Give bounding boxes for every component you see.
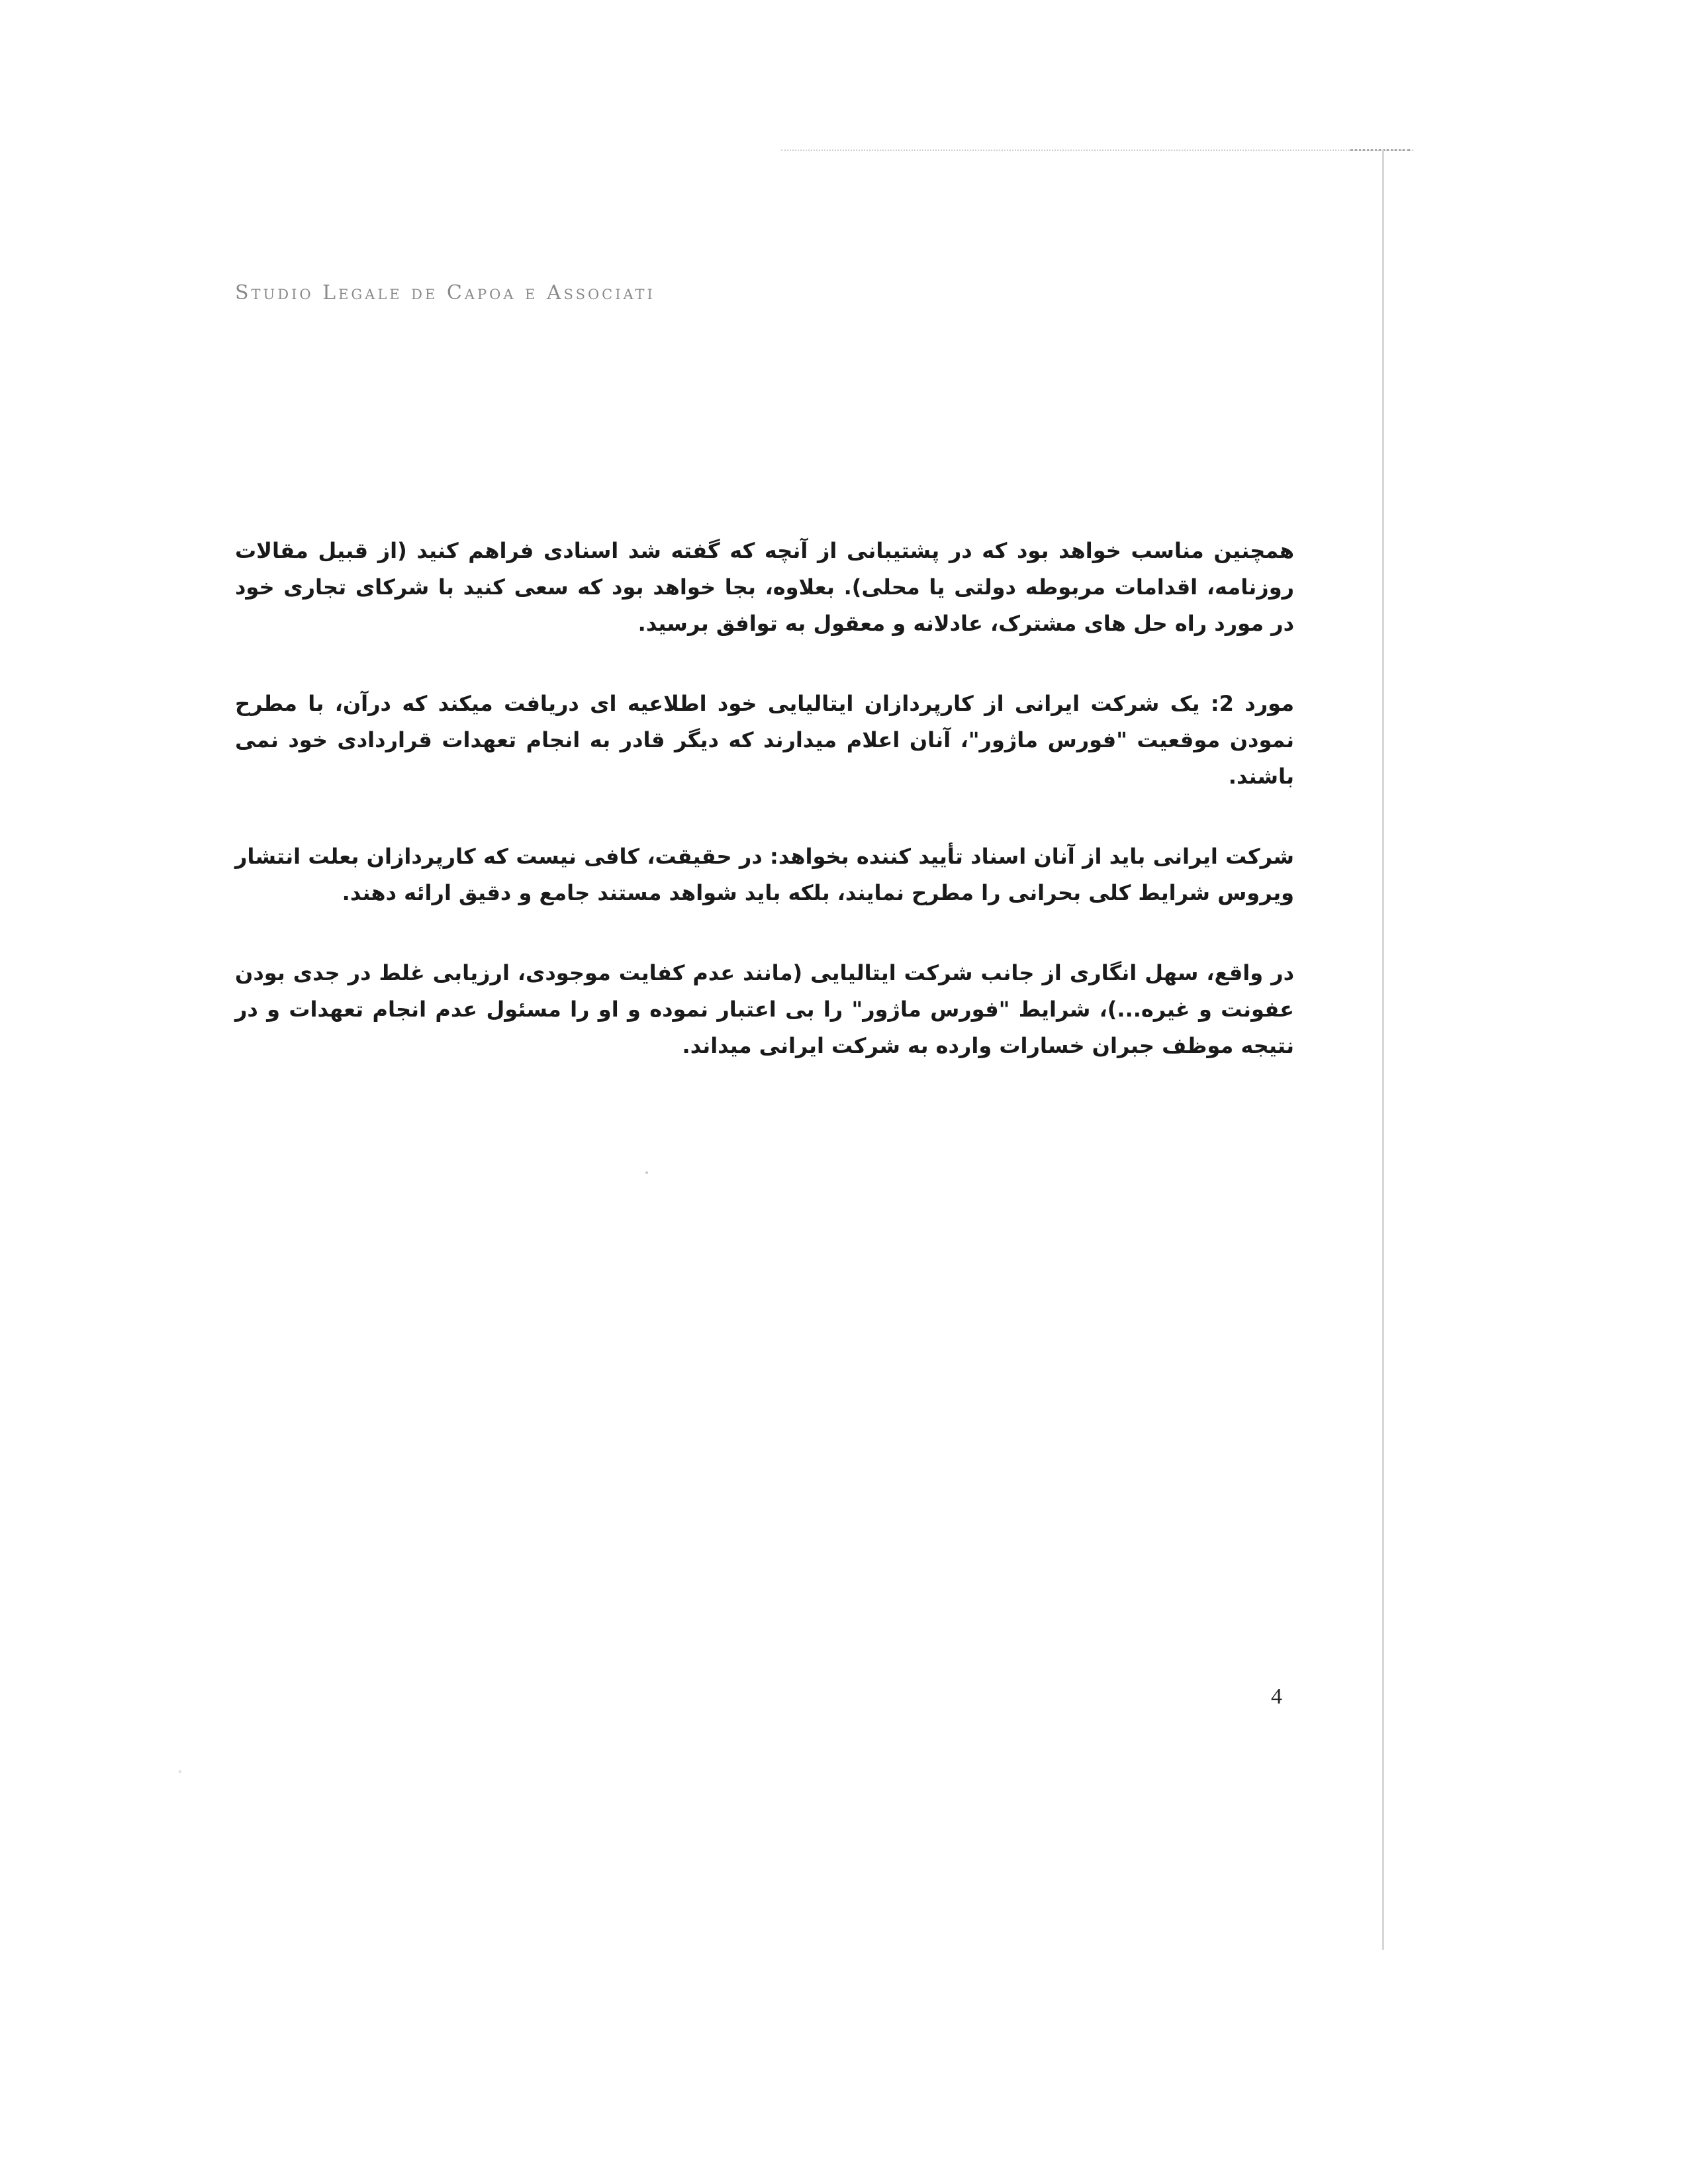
case-2-label: مورد 2: bbox=[1210, 691, 1295, 716]
page-edge-line bbox=[1382, 150, 1384, 1950]
paragraph-case-2 bbox=[235, 686, 1294, 795]
document-body bbox=[235, 533, 1294, 1108]
scan-speck bbox=[179, 1770, 181, 1773]
scan-speck bbox=[645, 1171, 648, 1174]
paragraph-negligence: در واقع، سهل انگاری از جانب شرکت ایتالیایی (مانند عدم کفایت موجودی، ارزیابی غلط در جدی بودن عفونت و غیره...)، شرایط "فورس ماژور" را بی اعتبار نموده و او را مسئول عدم انجام تعهدات و در نتیجه موظف جبران خسارات وارده به شرکت ایرانی میداند. bbox=[235, 960, 1294, 1058]
letterhead-firm-name: Studio Legale de Capoa e Associati bbox=[235, 281, 655, 304]
top-dotted-rule bbox=[781, 150, 1413, 151]
case-2-text: یک شرکت ایرانی از کارپردازان ایتالیایی خود اطلاعیه ای دریافت میکند که درآن، با مطرح نمودن موقعیت "فورس ماژور"، آنان اعلام میدارند که دیگر قادر به انجام تعهدات قراردادی خود نمی باشند. bbox=[235, 691, 1294, 789]
paragraph-supporting-documents: همچنین مناسب خواهد بود که در پشتیبانی از آنچه که گفته شد اسنادی فراهم کنید (از قبیل مقالات روزنامه، اقدامات مربوطه دولتی یا محلی). بعلاوه، بجا خواهد بود که سعی کنید با شرکای تجاری خود در مورد راه حل های مشترک، عادلانه و معقول به توافق برسید. bbox=[235, 538, 1294, 636]
paragraph-confirmation-documents: شرکت ایرانی باید از آنان اسناد تأیید کننده بخواهد: در حقیقت، کافی نیست که کارپردازان بعلت انتشار ویروس شرایط کلی بحرانی را مطرح نمایند، بلکه باید شواهد مستند جامع و دقیق ارائه دهند. bbox=[235, 844, 1294, 905]
top-dotted-rule-dark bbox=[1350, 149, 1410, 151]
page-number: 4 bbox=[1271, 1684, 1282, 1709]
